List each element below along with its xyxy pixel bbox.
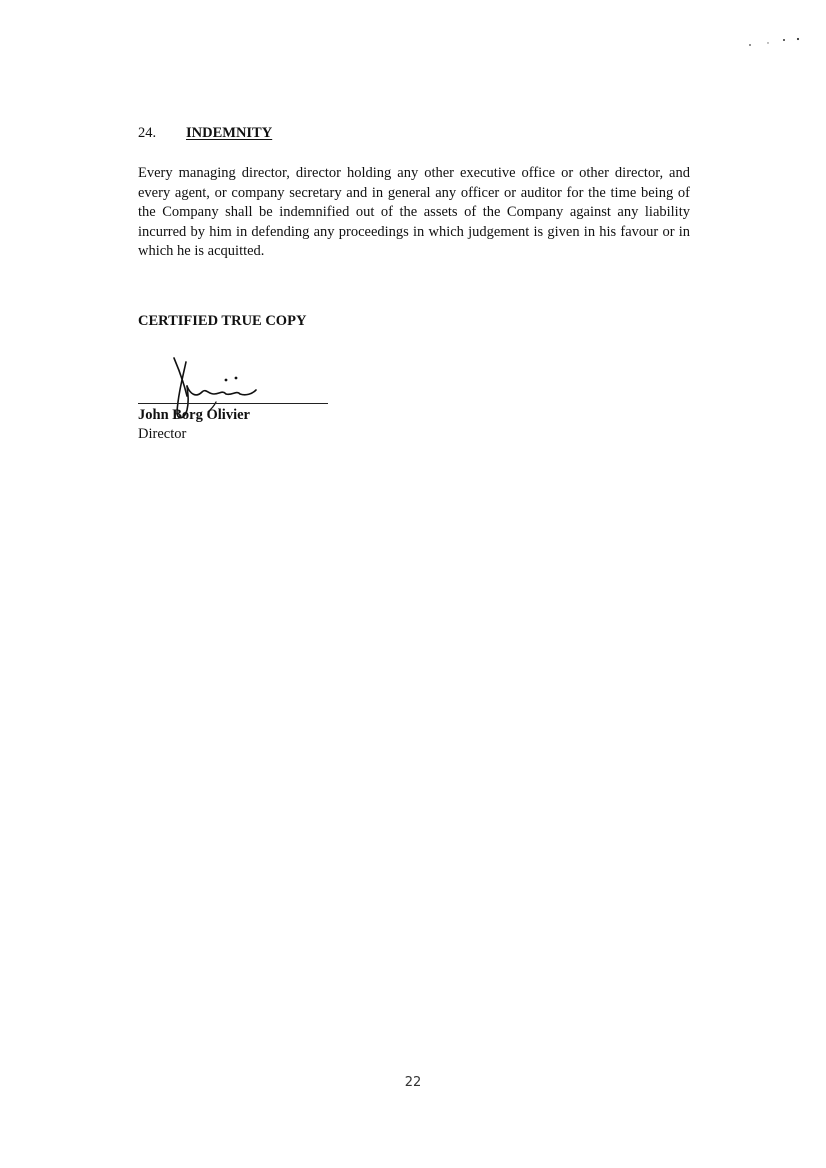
certified-true-copy-heading: CERTIFIED TRUE COPY	[138, 313, 307, 329]
section-title: INDEMNITY	[186, 125, 273, 141]
signatory-role: Director	[138, 426, 187, 442]
section-heading	[138, 125, 272, 142]
signatory-name: John Borg Olivier	[138, 407, 250, 423]
page-number: 22	[404, 1075, 422, 1090]
signature-line	[138, 403, 328, 404]
indemnity-paragraph: Every managing director, director holding any other executive office or other director, and every agent, or company secretary and in general any officer or auditor for the time being of the Company shall be indemnified out of the assets of the Company against any liability incurred by him in defending any proceedings in which judgement is given in his favour or in which he is acquitted.	[138, 165, 690, 260]
scan-specks	[740, 34, 810, 50]
section-number: 24.	[138, 125, 157, 141]
